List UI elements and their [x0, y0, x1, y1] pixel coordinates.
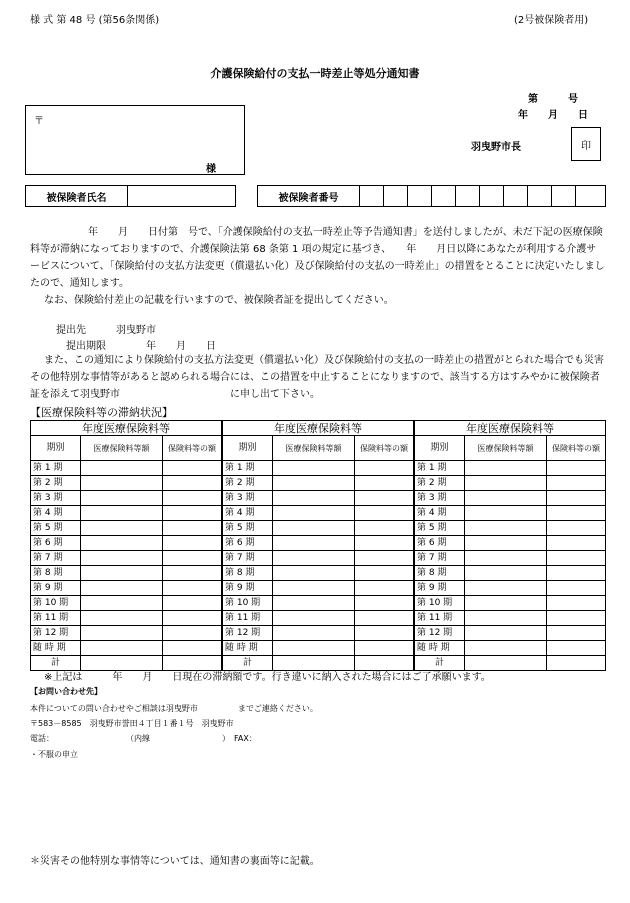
period-label: 第 10 期 [31, 596, 81, 611]
premium-amount-cell [163, 506, 222, 521]
premium-type-cell [465, 521, 547, 536]
period-label: 第 9 期 [223, 581, 273, 596]
table-row [223, 506, 414, 521]
table-row [415, 536, 606, 551]
table-row [31, 476, 222, 491]
premium-amount-cell [547, 566, 606, 581]
table-row [31, 611, 222, 626]
premium-type-cell [465, 611, 547, 626]
premium-amount-cell [355, 521, 414, 536]
balance-note: ※上記は 年 月 日現在の滞納額です。行き違いに納入された場合にはご了承願います。 [44, 672, 491, 683]
premium-amount-cell [355, 596, 414, 611]
premium-amount-cell [547, 581, 606, 596]
premium-type-cell [81, 461, 163, 476]
period-label: 第 12 期 [223, 626, 273, 641]
address-box [25, 105, 245, 175]
premium-amount-cell [163, 521, 222, 536]
premium-amount-cell [355, 536, 414, 551]
arrears-tables [30, 420, 607, 666]
table-row [415, 626, 606, 641]
premium-amount-cell [547, 521, 606, 536]
premium-amount-cell [547, 641, 606, 656]
period-label: 第 2 期 [415, 476, 465, 491]
notice-date: 年 月 日 [518, 110, 588, 121]
premium-amount-cell [547, 611, 606, 626]
body-paragraph-2: なお、保険給付差止の記載を行いますので、被保険者証を提出してください。 [44, 295, 394, 306]
arrears-section-title: 【医療保険料等の滞納状況】 [30, 406, 173, 419]
premium-amount-cell [355, 476, 414, 491]
premium-type-cell [81, 551, 163, 566]
period-label: 第 7 期 [223, 551, 273, 566]
table-row [415, 551, 606, 566]
period-label: 第 10 期 [415, 596, 465, 611]
body-paragraph-3: また、この通知により保険給付の支払方法変更（償還払い化）及び保険給付の支払の一時差止の措置がとられた場合でも災害その他特別な事情等があると認められる場合には、この措置を中止することになりますので、該当する方はすみやかに被保険者証を添えて羽曳野市 に申し出て下さい。 [30, 355, 604, 400]
arrears-table-title: 年度医療保険料等 [223, 421, 414, 436]
premium-type-cell [465, 581, 547, 596]
premium-amount-cell [163, 461, 222, 476]
premium-amount-cell [547, 491, 606, 506]
premium-type-cell [273, 506, 355, 521]
table-row [31, 596, 222, 611]
period-label: 第 3 期 [31, 491, 81, 506]
table-row [31, 536, 222, 551]
col-type-header: 医療保険料等額 [273, 436, 355, 461]
page-title: 介護保険給付の支払一時差止等処分通知書 [210, 67, 420, 80]
period-label: 第 7 期 [415, 551, 465, 566]
period-label: 第 1 期 [415, 461, 465, 476]
col-period-header: 期別 [223, 436, 273, 461]
premium-amount-cell [547, 596, 606, 611]
table-row [415, 461, 606, 476]
period-label: 第 2 期 [223, 476, 273, 491]
period-label: 第 4 期 [415, 506, 465, 521]
premium-amount-cell [547, 536, 606, 551]
table-row [223, 566, 414, 581]
premium-type-cell [273, 476, 355, 491]
table-row [223, 611, 414, 626]
form-number: 様 式 第 48 号 (第56条関係) [30, 15, 160, 26]
premium-type-cell [465, 476, 547, 491]
period-label: 第 2 期 [31, 476, 81, 491]
period-label: 第 11 期 [31, 611, 81, 626]
table-row [223, 536, 414, 551]
premium-type-cell [273, 536, 355, 551]
period-label: 第 8 期 [223, 566, 273, 581]
table-row [415, 581, 606, 596]
issuer: 羽曳野市長 [471, 142, 521, 153]
insured-name-label: 被保険者氏名 [26, 186, 128, 207]
premium-amount-cell [355, 551, 414, 566]
premium-amount-cell [547, 461, 606, 476]
period-label: 第 11 期 [223, 611, 273, 626]
insured-number-label: 被保険者番号 [258, 186, 360, 207]
premium-type-cell [465, 596, 547, 611]
period-label: 第 3 期 [415, 491, 465, 506]
premium-type-cell [273, 521, 355, 536]
period-label: 第 9 期 [415, 581, 465, 596]
arrears-table-title: 年度医療保険料等 [415, 421, 606, 436]
premium-amount-cell [547, 476, 606, 491]
table-row [415, 596, 606, 611]
col-type-header: 医療保険料等額 [81, 436, 163, 461]
premium-type-cell [465, 626, 547, 641]
table-row [415, 566, 606, 581]
premium-amount-cell [163, 611, 222, 626]
premium-type-cell [273, 551, 355, 566]
table-row [31, 506, 222, 521]
total-label: 計 [223, 656, 273, 671]
table-row [31, 626, 222, 641]
table-row [415, 506, 606, 521]
col-type-header: 医療保険料等額 [465, 436, 547, 461]
arrears-table-1 [30, 420, 222, 671]
total-label: 計 [415, 656, 465, 671]
period-label: 第 5 期 [31, 521, 81, 536]
premium-type-cell [81, 581, 163, 596]
period-label: 第 4 期 [223, 506, 273, 521]
premium-type-cell [465, 461, 547, 476]
table-row [415, 641, 606, 656]
table-row [223, 596, 414, 611]
seal-box [571, 127, 601, 161]
premium-amount-cell [163, 641, 222, 656]
premium-amount-cell [163, 536, 222, 551]
premium-amount-cell [547, 626, 606, 641]
period-label: 第 7 期 [31, 551, 81, 566]
premium-amount-cell [355, 611, 414, 626]
honorific: 様 [206, 164, 216, 175]
submit-to: 提出先 羽曳野市 [56, 325, 156, 336]
period-label: 第 8 期 [31, 566, 81, 581]
footer-note: ＊災害その他特別な事情等については、通知書の裏面等に記載。 [30, 856, 320, 867]
table-row [31, 461, 222, 476]
table-row [415, 521, 606, 536]
premium-amount-cell [163, 551, 222, 566]
appeal-note: ・不服の申立 [30, 750, 78, 759]
table-row [223, 476, 414, 491]
period-label: 随 時 期 [223, 641, 273, 656]
premium-amount-cell [355, 626, 414, 641]
premium-amount-cell [547, 551, 606, 566]
table-row [415, 611, 606, 626]
insured-name-value [128, 186, 236, 207]
submit-deadline: 提出期限 年 月 日 [66, 341, 216, 352]
table-row [31, 641, 222, 656]
period-label: 第 6 期 [31, 536, 81, 551]
period-label: 随 時 期 [31, 641, 81, 656]
premium-type-cell [273, 566, 355, 581]
table-row [223, 626, 414, 641]
col-amount-header: 保険料等の額 [547, 436, 606, 461]
premium-type-cell [81, 491, 163, 506]
premium-type-cell [81, 626, 163, 641]
premium-type-cell [273, 581, 355, 596]
premium-type-cell [273, 641, 355, 656]
period-label: 第 5 期 [223, 521, 273, 536]
period-label: 第 10 期 [223, 596, 273, 611]
table-row [223, 491, 414, 506]
premium-amount-cell [163, 581, 222, 596]
table-row [223, 641, 414, 656]
contact-phone: 電話： （内線 ） FAX： [30, 734, 257, 743]
premium-amount-cell [355, 566, 414, 581]
premium-amount-cell [163, 476, 222, 491]
premium-type-cell [81, 506, 163, 521]
period-label: 第 5 期 [415, 521, 465, 536]
period-label: 第 9 期 [31, 581, 81, 596]
premium-type-cell [465, 566, 547, 581]
premium-type-cell [81, 536, 163, 551]
table-row [415, 476, 606, 491]
period-label: 第 8 期 [415, 566, 465, 581]
contact-address: 〒583－8585 羽曳野市誉田４丁目１番１号 羽曳野市 [30, 719, 234, 728]
premium-type-cell [465, 551, 547, 566]
form-type: (2号被保険者用) [514, 15, 589, 26]
premium-type-cell [81, 596, 163, 611]
table-row [31, 521, 222, 536]
table-row [223, 551, 414, 566]
arrears-table-2 [222, 420, 414, 671]
period-label: 第 11 期 [415, 611, 465, 626]
premium-type-cell [81, 641, 163, 656]
col-amount-header: 保険料等の額 [163, 436, 222, 461]
premium-type-cell [273, 626, 355, 641]
table-row [31, 581, 222, 596]
premium-type-cell [465, 491, 547, 506]
body-paragraph-1: 年 月 日付第 号で、「介護保険給付の支払一時差止等予告通知書」を送付しましたが、未だ下記の医療保険料等が滞納になっておりますので、介護保険法第 68 条第 1 項の規定に基づき、 年 月日以降にあなたが利用する介護サービスについて、「保険給付の支払方法変更（償還払い化）及び保険給付の支払の一時差止」の措置をとることに決定いたしましたので、通知します。 [30, 227, 605, 289]
total-label: 計 [31, 656, 81, 671]
total-amount-cell [547, 656, 606, 671]
premium-type-cell [465, 506, 547, 521]
period-label: 第 12 期 [415, 626, 465, 641]
premium-type-cell [273, 491, 355, 506]
premium-type-cell [81, 566, 163, 581]
period-label: 第 4 期 [31, 506, 81, 521]
period-label: 第 1 期 [31, 461, 81, 476]
premium-type-cell [273, 611, 355, 626]
premium-amount-cell [355, 491, 414, 506]
seal-label: 印 [581, 140, 591, 152]
premium-amount-cell [163, 596, 222, 611]
premium-amount-cell [355, 581, 414, 596]
table-row [31, 551, 222, 566]
table-row [223, 581, 414, 596]
period-label: 第 12 期 [31, 626, 81, 641]
premium-amount-cell [355, 461, 414, 476]
period-label: 第 1 期 [223, 461, 273, 476]
contact-line-1: 本件についての問い合わせやご相談は羽曳野市 までご連絡ください。 [30, 704, 318, 713]
premium-type-cell [465, 536, 547, 551]
contact-heading: 【お問い合わせ先】 [30, 687, 102, 696]
premium-type-cell [273, 596, 355, 611]
premium-amount-cell [163, 491, 222, 506]
premium-type-cell [81, 611, 163, 626]
notice-number: 第 号 [528, 94, 578, 105]
premium-amount-cell [355, 641, 414, 656]
table-row [223, 461, 414, 476]
arrears-table-3 [414, 420, 606, 671]
premium-amount-cell [355, 506, 414, 521]
postal-mark: 〒 [34, 116, 44, 127]
table-row [415, 491, 606, 506]
premium-amount-cell [163, 566, 222, 581]
premium-type-cell [465, 641, 547, 656]
premium-amount-cell [163, 626, 222, 641]
arrears-table-title: 年度医療保険料等 [31, 421, 222, 436]
period-label: 随 時 期 [415, 641, 465, 656]
premium-type-cell [273, 461, 355, 476]
table-row [31, 566, 222, 581]
table-row [31, 491, 222, 506]
premium-type-cell [81, 476, 163, 491]
premium-type-cell [81, 521, 163, 536]
insured-id-row [25, 185, 606, 207]
period-label: 第 3 期 [223, 491, 273, 506]
period-label: 第 6 期 [223, 536, 273, 551]
col-period-header: 期別 [31, 436, 81, 461]
col-period-header: 期別 [415, 436, 465, 461]
col-amount-header: 保険料等の額 [355, 436, 414, 461]
period-label: 第 6 期 [415, 536, 465, 551]
table-row [223, 521, 414, 536]
premium-amount-cell [547, 506, 606, 521]
